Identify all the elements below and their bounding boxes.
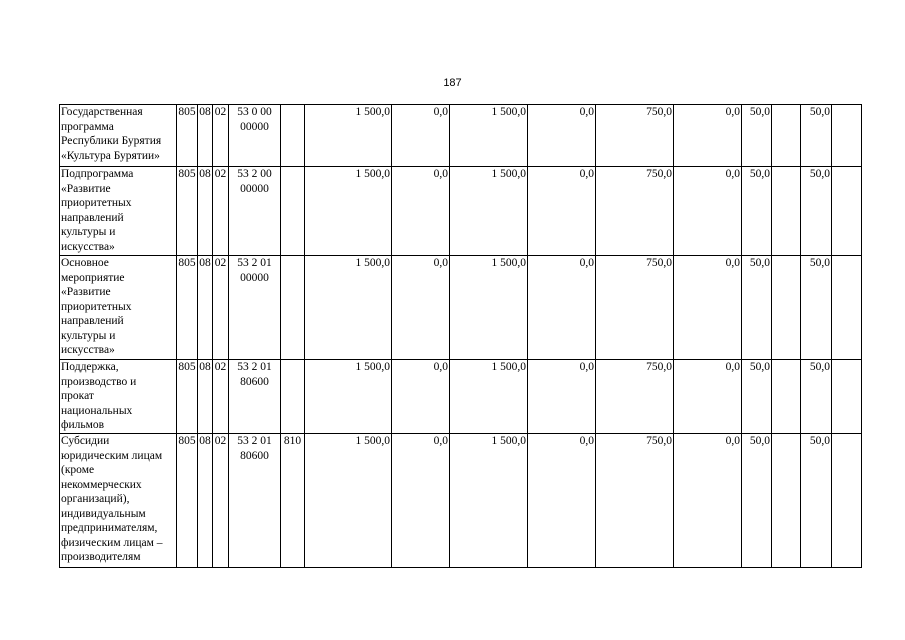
item-name-line: некоммерческих	[61, 478, 142, 491]
expense-type-cell	[281, 167, 305, 256]
expense-type-cell	[281, 105, 305, 167]
amount-cell: 50,0	[742, 105, 772, 167]
target-code-cell	[229, 434, 281, 568]
amount-cell	[772, 256, 801, 360]
table-row	[60, 167, 862, 256]
amount-cell: 0,0	[674, 105, 742, 167]
amount-cell: 1 500,0	[450, 256, 528, 360]
amount-cell: 1 500,0	[305, 167, 392, 256]
amount-cell	[832, 105, 862, 167]
amount-cell: 0,0	[528, 360, 596, 434]
amount-cell	[832, 256, 862, 360]
subsection-code-cell: 02	[213, 360, 229, 434]
target-code-cell	[229, 167, 281, 256]
item-name-line: производство и	[61, 375, 137, 388]
item-name-line: «Развитие	[61, 182, 111, 195]
target-code-line: 53 0 00	[237, 106, 272, 118]
amount-cell: 750,0	[596, 105, 674, 167]
ministry-code-cell: 805	[177, 167, 198, 256]
target-code-line: 53 2 01	[237, 361, 272, 373]
item-name-cell	[60, 434, 177, 568]
item-name-line: искусства»	[61, 240, 115, 253]
amount-cell: 0,0	[392, 434, 450, 568]
amount-cell: 750,0	[596, 360, 674, 434]
item-name-line: Основное	[61, 257, 109, 269]
table-row	[60, 256, 862, 360]
table-row	[60, 105, 862, 167]
item-name-line: культуры и	[61, 226, 116, 238]
amount-cell	[772, 434, 801, 568]
amount-cell: 50,0	[801, 360, 832, 434]
item-name-line: Республики Бурятия	[61, 135, 162, 147]
subsection-code-cell: 02	[213, 167, 229, 256]
target-code-cell	[229, 256, 281, 360]
ministry-code-cell: 805	[177, 360, 198, 434]
amount-cell: 0,0	[674, 360, 742, 434]
amount-cell	[772, 105, 801, 167]
amount-cell: 750,0	[596, 256, 674, 360]
item-name-cell	[60, 256, 177, 360]
item-name-line: производителям	[61, 551, 141, 563]
target-code-line: 00000	[240, 120, 269, 133]
item-name-line: «Развитие	[61, 286, 111, 298]
item-name-line: культуры и	[61, 329, 116, 342]
amount-cell	[832, 434, 862, 568]
amount-cell: 0,0	[674, 167, 742, 256]
ministry-code-cell: 805	[177, 434, 198, 568]
amount-cell: 1 500,0	[305, 434, 392, 568]
amount-cell: 50,0	[801, 167, 832, 256]
item-name-line: Подпрограмма	[61, 168, 134, 180]
amount-cell: 0,0	[392, 167, 450, 256]
item-name-line: физическим лицам –	[61, 536, 163, 549]
item-name-line: программа	[61, 120, 114, 133]
table-row	[60, 434, 862, 568]
section-code-cell: 08	[198, 256, 213, 360]
item-name-line: прокат	[61, 390, 94, 402]
amount-cell: 0,0	[392, 105, 450, 167]
section-code-cell: 08	[198, 360, 213, 434]
subsection-code-cell: 02	[213, 105, 229, 167]
item-name-cell	[60, 167, 177, 256]
amount-cell: 1 500,0	[305, 105, 392, 167]
target-code-line: 00000	[240, 182, 269, 195]
item-name-line: искусства»	[61, 344, 115, 356]
expense-type-cell	[281, 360, 305, 434]
target-code-line: 80600	[240, 449, 269, 462]
target-code-line: 53 2 00	[237, 168, 272, 180]
item-name-cell	[60, 360, 177, 434]
item-name-line: Поддержка,	[61, 361, 119, 373]
amount-cell: 1 500,0	[450, 105, 528, 167]
subsection-code-cell: 02	[213, 256, 229, 360]
target-code-line: 53 2 01	[237, 435, 272, 447]
target-code-line: 00000	[240, 271, 269, 284]
amount-cell: 1 500,0	[450, 434, 528, 568]
item-name-line: направлений	[61, 211, 124, 224]
amount-cell: 50,0	[801, 434, 832, 568]
amount-cell: 0,0	[528, 105, 596, 167]
subsection-code-cell: 02	[213, 434, 229, 568]
amount-cell: 0,0	[392, 360, 450, 434]
amount-cell: 1 500,0	[450, 167, 528, 256]
amount-cell: 750,0	[596, 434, 674, 568]
item-name-line: мероприятие	[61, 271, 125, 284]
item-name-line: юридическим лицам	[61, 449, 163, 462]
amount-cell: 50,0	[742, 167, 772, 256]
item-name-line: фильмов	[61, 419, 105, 431]
amount-cell	[832, 167, 862, 256]
target-code-cell	[229, 360, 281, 434]
item-name-line: предпринимателям,	[61, 522, 158, 534]
amount-cell: 1 500,0	[305, 256, 392, 360]
table-body	[60, 105, 862, 568]
target-code-cell	[229, 105, 281, 167]
item-name-line: Субсидии	[61, 435, 110, 447]
target-code-line: 53 2 01	[237, 257, 272, 269]
amount-cell: 0,0	[674, 434, 742, 568]
budget-table	[59, 104, 862, 568]
amount-cell: 50,0	[801, 256, 832, 360]
item-name-line: (кроме	[61, 464, 95, 476]
table-row	[60, 360, 862, 434]
item-name-line: направлений	[61, 315, 124, 327]
expense-type-cell: 810	[281, 434, 305, 568]
amount-cell: 0,0	[528, 434, 596, 568]
item-name-line: приоритетных	[61, 197, 132, 209]
item-name-line: приоритетных	[61, 300, 132, 313]
section-code-cell: 08	[198, 434, 213, 568]
amount-cell: 1 500,0	[450, 360, 528, 434]
item-name-cell	[60, 105, 177, 167]
amount-cell: 0,0	[528, 256, 596, 360]
section-code-cell: 08	[198, 167, 213, 256]
item-name-line: организаций),	[61, 493, 130, 505]
amount-cell	[772, 167, 801, 256]
amount-cell	[772, 360, 801, 434]
amount-cell: 50,0	[801, 105, 832, 167]
ministry-code-cell: 805	[177, 105, 198, 167]
section-code-cell: 08	[198, 105, 213, 167]
expense-type-cell	[281, 256, 305, 360]
ministry-code-cell: 805	[177, 256, 198, 360]
amount-cell: 1 500,0	[305, 360, 392, 434]
amount-cell: 0,0	[528, 167, 596, 256]
amount-cell: 0,0	[674, 256, 742, 360]
amount-cell: 750,0	[596, 167, 674, 256]
page-number: 187	[443, 77, 462, 89]
amount-cell: 50,0	[742, 434, 772, 568]
item-name-line: Государственная	[61, 106, 143, 118]
amount-cell: 50,0	[742, 256, 772, 360]
amount-cell: 0,0	[392, 256, 450, 360]
target-code-line: 80600	[240, 375, 269, 388]
amount-cell: 50,0	[742, 360, 772, 434]
amount-cell	[832, 360, 862, 434]
item-name-line: «Культура Бурятии»	[61, 149, 160, 162]
item-name-line: национальных	[61, 404, 133, 417]
item-name-line: индивидуальным	[61, 507, 146, 520]
